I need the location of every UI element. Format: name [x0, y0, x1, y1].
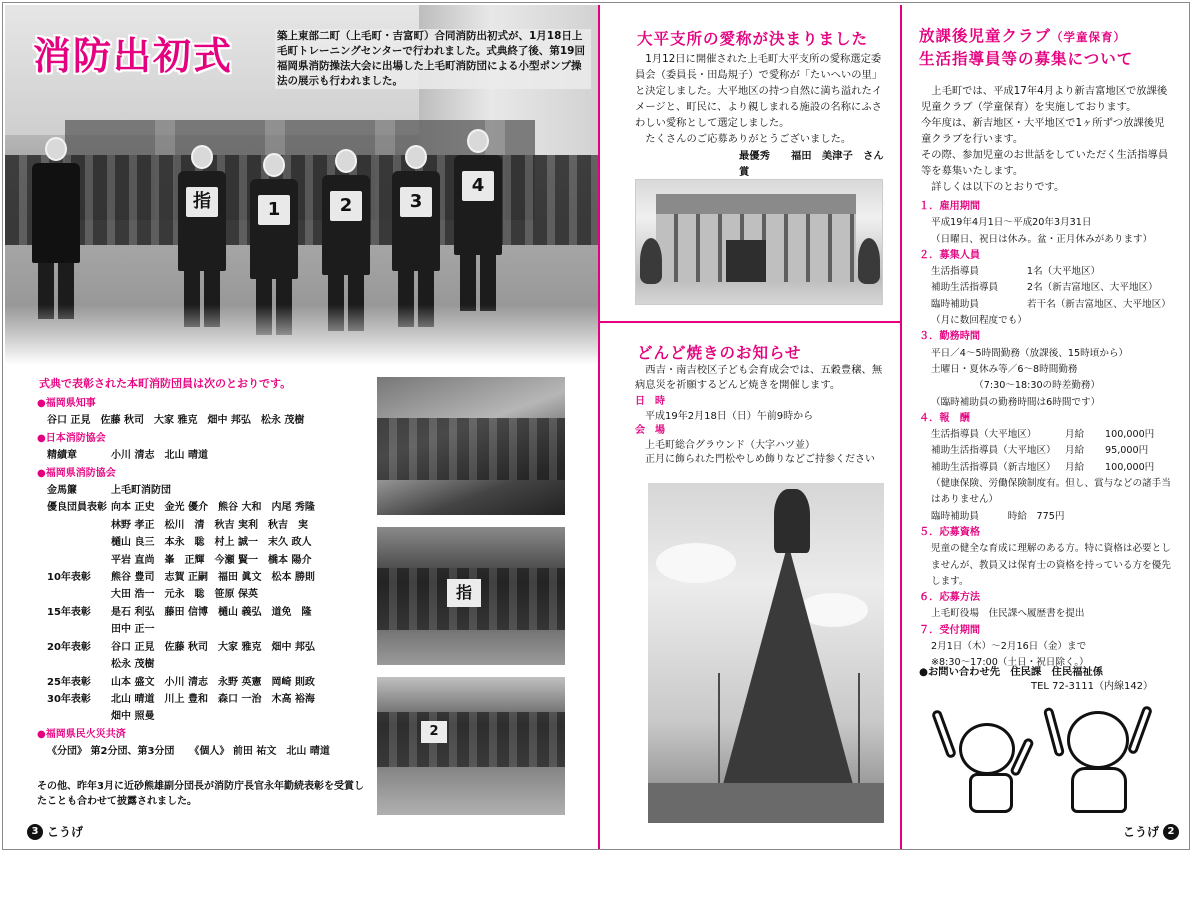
honor-org: ●福岡県民火災共済	[37, 728, 126, 740]
section-divider	[600, 321, 900, 323]
honor-row: 25年表彰 山本 盛文 小川 清志 永野 英憲 岡崎 則政	[47, 676, 315, 688]
honor-row: 10年表彰 熊谷 豊司 志賀 正嗣 福田 眞文 松本 勝則	[47, 572, 315, 584]
honor-row: 松永 茂樹	[111, 659, 155, 671]
article-intro: 築上東部二町（上毛町・吉富町）合同消防出初式が、1月18日上毛町トレーニングセンターで行われました。式典終了後、第19回福岡県消防操法大会に出場した上毛町消防団による小型ポンプ操法の展示も行われました。	[275, 29, 591, 89]
firefighter-figure: 2	[317, 149, 375, 339]
honor-row: 30年表彰 北山 晴道 川上 豊和 森口 一治 木高 裕海	[47, 693, 315, 705]
section-heading: ６．応募方法	[919, 592, 981, 604]
salute-side-photo: 指	[377, 527, 565, 665]
firefighter-figure: 4	[449, 129, 507, 319]
recruit-intro: 上毛町では、平成17年4月より新吉富地区で放課後児童クラブ（学童保育）を実施しております。 今年度は、新吉地区・大平地区で1ヶ所ずつ放課後児童クラブを行います。 その際、参加児童のお世話をしていただく生活指導員等を募集いたします。 詳しくは以下のとおりです。	[921, 85, 1169, 193]
nickname-text: 1月12日に開催された上毛町大平支所の愛称選定委員会（委員長・田島規子）で愛称が「たいへいの里」と決定しました。大平地区の持つ自然に満ち溢れたイメージと、町民に、より親しまれる施設の名称にふさわしい愛称として選定しました。 たくさんのご応募ありがとうございました。	[635, 53, 883, 145]
honor-row: 林野 孝正 松川 清 秋吉 実利 秋吉 実	[111, 519, 308, 531]
section-heading: ４．報 酬	[919, 412, 970, 424]
honor-org: ●福岡県知事	[37, 398, 96, 409]
pay-row: 補助生活指導員（新吉地区） 月給 100,000円	[931, 461, 1155, 473]
venue-value: 上毛町総合グラウンド（大字ハツ並）	[645, 439, 815, 451]
pay-row: 補助生活指導員（大平地区） 月給 95,000円	[931, 445, 1149, 457]
nickname-title: 大平支所の愛称が決まりました	[637, 29, 869, 48]
honor-row: 金馬簾 上毛町消防団	[47, 485, 171, 497]
officer-figure	[27, 137, 85, 327]
recruit-title: 放課後児童クラブ（学童保育） 生活指導員等の募集について	[919, 26, 1134, 68]
page-number-right: こうげ 2	[1123, 823, 1179, 840]
dondo-fire-photo	[648, 483, 884, 823]
article-note: その他、昨年3月に近砂熊雄副分団長が消防庁長官永年勤続表彰を受賞したことも合わせて披露されました。	[37, 781, 364, 807]
dondo-title: どんど焼きのお知らせ	[637, 343, 802, 362]
venue-label: 会 場	[635, 425, 665, 436]
honor-row: 15年表彰 是石 利弘 藤田 信博 樋山 義弘 道免 隆	[47, 606, 312, 618]
dondo-info	[635, 395, 889, 468]
contact-info	[919, 665, 1175, 694]
town-logo: こうげ	[47, 825, 84, 839]
ceremony-side-photo	[377, 377, 565, 515]
section-heading: ５．応募資格	[919, 526, 981, 538]
column-divider	[598, 5, 600, 850]
column-divider	[900, 5, 902, 850]
firefighter-figure: 1	[245, 153, 303, 343]
firefighter-figure: 指	[173, 145, 231, 335]
recruit-details: １．雇用期間 平成19年4月1日～平成20年3月31日 （日曜日、祝日は休み。盆・正月休みがあります） ２．募集人員 生活指導員 1名（大平地区） 補助生活指導員 2名（新吉富地区、大平地区） 臨時補助員 若干名（新吉富地区、大平地区） （月に数回程度でも） ３．勤務時間 平日／4～5時間勤務（放課後、15時頃から） 土曜日・夏休み等／6～8時間勤務 （7:30～18:30の時差勤務） （臨時補助員の勤務時間は6時間です） ４．報 酬 生活指導員（大平地区） 月給 100,000円 補助生活指導員（大平地区） 月給 95,000円 補助生活指導員（新吉地区） 月給 100,000円 （健康保険、労働保険制度有。但し、賞与などの諸手当はありません） 臨時補助員 時給 775円 ５．応募資格 児童の健全な育成に理解のある方。特に資格は必要としませんが、教員又は保育士の資格を持っている方を優先します。 ６．応募方法 上毛町役場 住民課へ履歴書を提出 ７．受付期間 2月1日（木）～2月16日（金）まで ※8:30～17:00（土日・祝日除く。）	[919, 199, 1175, 672]
section-heading: １．雇用期間	[919, 201, 981, 212]
honor-row: 《分団》 第2分団、第3分団 《個人》 前田 祐文 北山 晴道	[47, 746, 330, 758]
honor-org: ●日本消防協会	[37, 432, 106, 444]
venue-note: 正月に飾られた門松やしめ飾りなどご持参ください	[645, 454, 875, 465]
honor-row: 大田 浩一 元永 聡 笹原 保英	[111, 589, 258, 601]
page-number-left: 3 こうげ	[27, 823, 83, 840]
date-value: 平成19年2月18日（日）午前9時から	[645, 410, 814, 422]
honor-row: 谷口 正見 佐藤 秋司 大家 雅克 畑中 邦弘 松永 茂樹	[47, 415, 305, 427]
section-heading: ３．勤務時間	[919, 331, 981, 343]
page-title: 消防出初式	[33, 34, 234, 78]
pay-row: 生活指導員（大平地区） 月給 100,000円	[931, 429, 1155, 441]
branch-building-photo	[635, 179, 883, 305]
honor-row: 田中 正一	[111, 624, 155, 636]
honors-heading: 式典で表彰された本町消防団員は次のとおりです。	[39, 377, 292, 390]
town-logo: こうげ	[1123, 825, 1160, 839]
children-illustration	[929, 701, 1169, 827]
dondo-text: 西吉・南吉校区子ども会育成会では、五穀豊穣、無病息災を祈願するどんど焼きを開催します。	[635, 364, 883, 391]
date-label: 日 時	[635, 396, 665, 407]
contact-label: ●お問い合わせ先	[919, 666, 1001, 678]
honor-row: 畑中 照曼	[111, 711, 155, 723]
section-heading: ２．募集人員	[919, 249, 981, 261]
honor-org: ●福岡県消防協会	[37, 467, 116, 479]
honor-row: 精績章 小川 清志 北山 晴道	[47, 450, 208, 462]
contact-tel: TEL 72-3111（内線142）	[1031, 680, 1154, 692]
pump-drill-side-photo: 2	[377, 677, 565, 815]
award-row: 最優秀賞 福田 美津子 さん	[739, 150, 884, 178]
contact-dept: 住民課 住民福祉係	[1010, 666, 1104, 678]
honor-row: 平岩 直尚 峯 正輝 今瀬 賢一 橋本 陽介	[111, 554, 312, 566]
honors-list	[37, 395, 367, 761]
honor-row: 優良団員表彰 向本 正史 金光 優介 熊谷 大和 内尾 秀隆	[47, 502, 315, 514]
firefighter-figure: 3	[387, 145, 445, 335]
section-heading: ７．受付期間	[919, 624, 981, 636]
honor-row: 20年表彰 谷口 正見 佐藤 秋司 大家 雅克 畑中 邦弘	[47, 641, 315, 653]
magazine-spread	[2, 2, 1190, 850]
honor-row: 樋山 良三 本永 聡 村上 誠一 末久 政人	[111, 537, 312, 549]
